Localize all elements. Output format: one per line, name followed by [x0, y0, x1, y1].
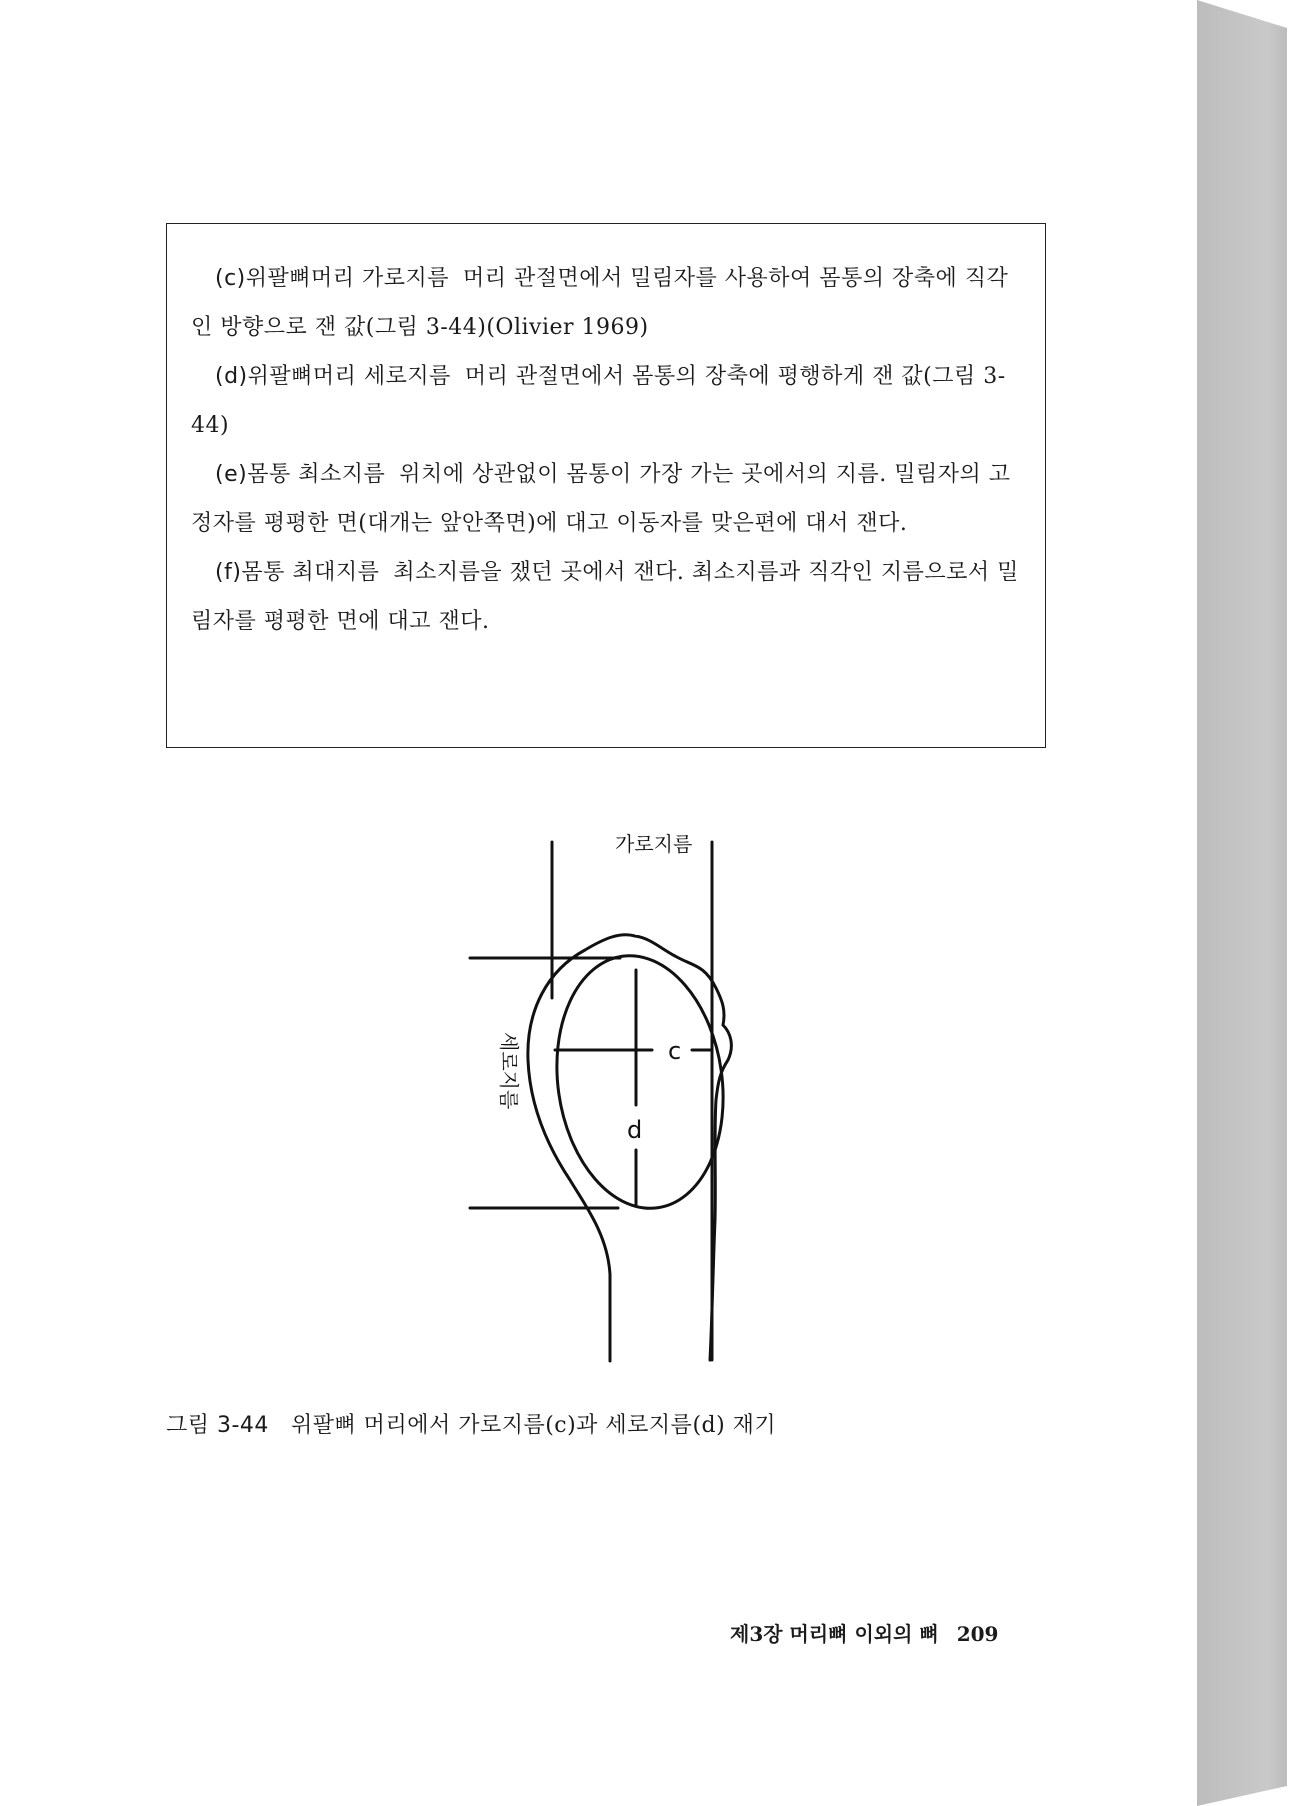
term-label: (f)몸통 최대지름 [215, 560, 380, 585]
paragraph-text: 머리 관절면에서 몸통의 장축에 평행하게 잰 값(그림 3-44) [191, 364, 1006, 438]
paragraph-e [191, 450, 1019, 548]
page-number: 209 [956, 1622, 999, 1646]
paragraph-c [191, 254, 1019, 352]
transverse-diameter-label: 가로지름 [615, 832, 693, 856]
book-edge [1197, 0, 1315, 1806]
term-label: (c)위팔뼈머리 가로지름 [215, 266, 450, 291]
term-label: (d)위팔뼈머리 세로지름 [215, 364, 451, 389]
humerus-head-figure [430, 820, 790, 1380]
running-head: 제3장 머리뼈 이외의 뼈 [730, 1622, 939, 1646]
paragraph-f [191, 548, 1019, 646]
articular-surface-outline [541, 945, 739, 1219]
figure-number: 그림 3-44 [166, 1413, 269, 1438]
vertical-diameter-label: 세로지름 [497, 1032, 521, 1110]
page-footer [730, 1618, 998, 1647]
term-label: (e)몸통 최소지름 [215, 462, 386, 487]
paragraph-text: 위치에 상관없이 몸통이 가장 가는 곳에서의 지름. 밀림자의 고정자를 평평한 면(대개는 앞안쪽면)에 대고 이동자를 맞은편에 대서 잰다. [191, 462, 1011, 536]
bone-outline [528, 935, 731, 1361]
paragraph-text: 머리 관절면에서 밀림자를 사용하여 몸통의 장축에 직각인 방향으로 잰 값(그림 3-44)(Olivier 1969) [191, 266, 1009, 340]
paragraph-d [191, 352, 1019, 450]
d-label: d [627, 1116, 643, 1144]
figure-caption [166, 1408, 776, 1439]
humerus-diagram [430, 820, 790, 1380]
caption-text: 위팔뼈 머리에서 가로지름(c)과 세로지름(d) 재기 [290, 1413, 777, 1438]
definition-box [166, 223, 1046, 748]
paragraph-text: 최소지름을 쟀던 곳에서 잰다. 최소지름과 직각인 지름으로서 밀림자를 평평한 면에 대고 잰다. [191, 560, 1019, 634]
c-label: c [668, 1037, 682, 1065]
